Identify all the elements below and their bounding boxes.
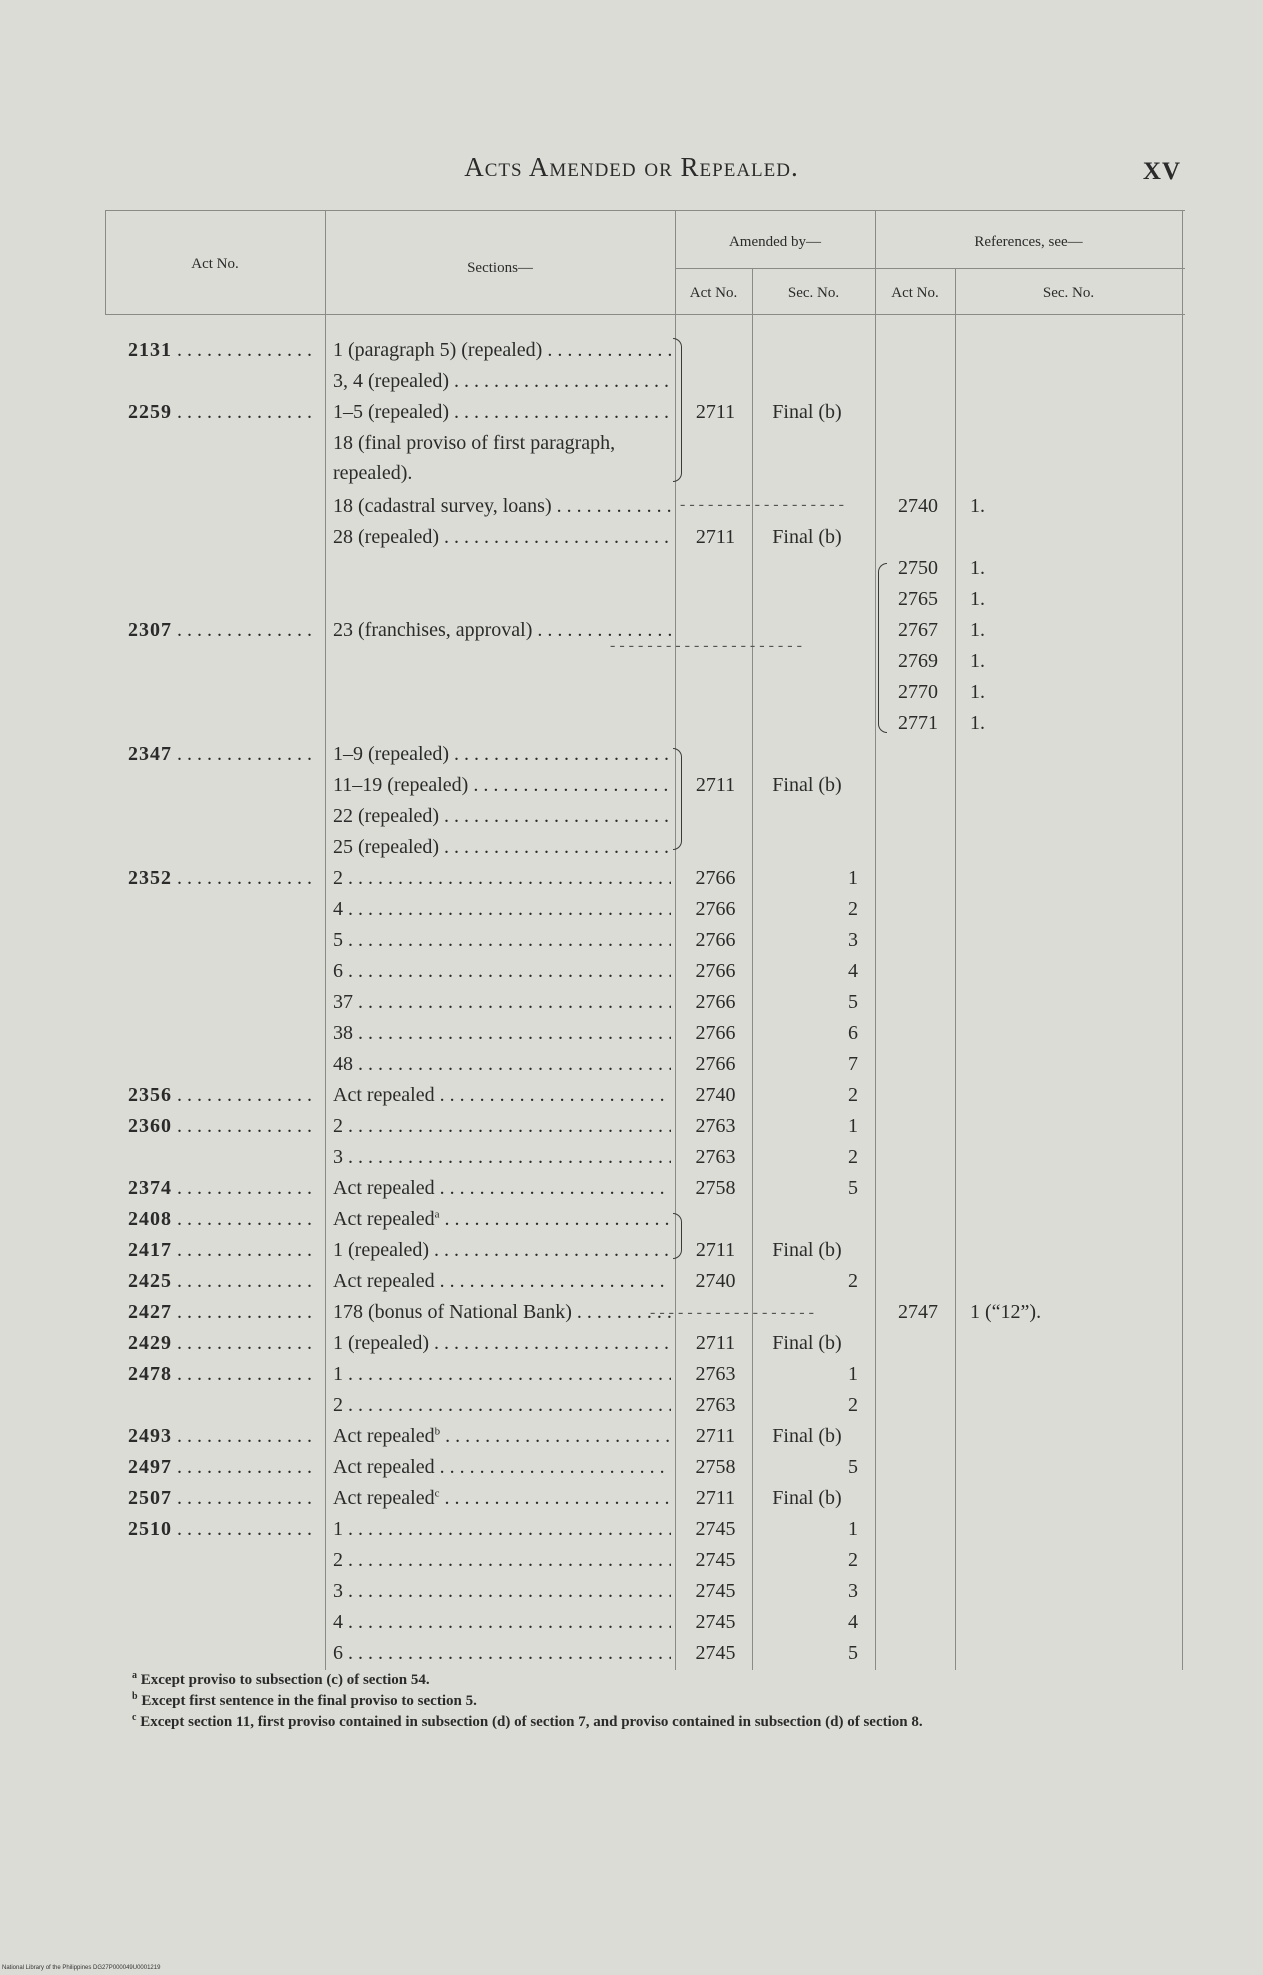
section-cell: Act repealed . . . [333, 1452, 671, 1483]
table-row [0, 1142, 1263, 1173]
ref-act-cell: 2750 [898, 557, 938, 579]
act-no-cell: 2493 . . . [128, 1421, 318, 1452]
table-row [0, 863, 1263, 894]
ref-act-cell: 2747 [898, 1301, 938, 1323]
act-no-cell: 2356 . . . [128, 1080, 318, 1111]
amended-act-cell: 2766 [695, 867, 736, 889]
section-cell: 1 . . . [333, 1514, 671, 1545]
ref-sec-cell: 1. [970, 619, 985, 641]
table-row [0, 1266, 1263, 1297]
section-cell: 6 . . . [333, 956, 671, 987]
table-row [0, 1049, 1263, 1080]
table-row [0, 739, 1263, 770]
amended-act-cell: 2763 [695, 1363, 736, 1385]
library-stamp: National Library of the Philippines DG27P000049U0001219 [2, 1965, 161, 1971]
ref-act-cell: 2769 [898, 650, 938, 672]
ref-sec-cell: 1. [970, 681, 985, 703]
brace [673, 1213, 682, 1259]
ref-act-cell: 2765 [898, 588, 938, 610]
amended-act-cell: 2711 [695, 1487, 736, 1509]
section-cell: 178 (bonus of National Bank) . . . [333, 1297, 671, 1328]
amended-sec-cell: 2 [848, 1270, 858, 1292]
amended-sec-cell: 2 [848, 898, 858, 920]
amended-act-cell: 2711 [695, 774, 736, 796]
table-row [0, 553, 1263, 584]
amended-sec-cell: 1 [848, 1363, 858, 1385]
ref-act-cell: 2770 [898, 681, 938, 703]
section-cell: 3 . . . [333, 1576, 671, 1607]
table-row [0, 1173, 1263, 1204]
amended-sec-cell: 3 [848, 929, 858, 951]
table-row [0, 677, 1263, 708]
act-no-cell: 2259 . . . [128, 397, 318, 428]
table-row [0, 1235, 1263, 1266]
amended-act-cell: 2758 [695, 1456, 736, 1478]
section-cell: 1 (repealed) . . . [333, 1328, 671, 1359]
header-ref-act-no: Act No. [891, 285, 939, 301]
amended-sec-cell: 5 [848, 991, 858, 1013]
section-cell: 37 . . . [333, 987, 671, 1018]
act-no-cell: 2307 . . . [128, 615, 318, 646]
amended-sec-cell: 6 [848, 1022, 858, 1044]
table-row [0, 1514, 1263, 1545]
act-no-cell: 2507 . . . [128, 1483, 318, 1514]
amended-act-cell: 2766 [695, 929, 736, 951]
amended-sec-cell: Final (b) [772, 401, 842, 423]
act-no-cell: 2510 . . . [128, 1514, 318, 1545]
amended-sec-cell: 2 [848, 1394, 858, 1416]
amended-act-cell: 2766 [695, 898, 736, 920]
amended-act-cell: 2711 [695, 1332, 736, 1354]
amended-sec-cell: 5 [848, 1642, 858, 1664]
table-row [0, 1421, 1263, 1452]
table-row [0, 335, 1263, 366]
ref-sec-cell: 1 (“12”). [970, 1301, 1042, 1323]
dash-leader: - - - - - - - - - - - - - - - - - - - - - [610, 637, 802, 654]
section-cell: 6 . . . [333, 1638, 671, 1669]
header-amended-sec-no: Sec. No. [787, 285, 840, 301]
section-cell: 2 . . . [333, 863, 671, 894]
section-cell: 3, 4 (repealed) . . . [333, 366, 671, 397]
amended-act-cell: 2745 [695, 1518, 736, 1540]
act-no-cell: 2427 . . . [128, 1297, 318, 1328]
header-amended-act-no: Act No. [689, 285, 738, 301]
act-no-cell: 2425 . . . [128, 1266, 318, 1297]
amended-sec-cell: 1 [848, 1115, 858, 1137]
amended-act-cell: 2711 [695, 526, 736, 548]
section-cell: Act repealed . . . [333, 1080, 671, 1111]
amended-sec-cell: 1 [848, 867, 858, 889]
table-row [0, 1638, 1263, 1669]
act-no-cell: 2497 . . . [128, 1452, 318, 1483]
table-row [0, 1359, 1263, 1390]
amended-act-cell: 2745 [695, 1549, 736, 1571]
brace [673, 338, 682, 482]
ref-act-cell: 2771 [898, 712, 938, 734]
table-row [0, 428, 1263, 484]
header-amended-by: Amended by— [728, 234, 822, 250]
table-row [0, 491, 1263, 522]
amended-act-cell: 2766 [695, 1053, 736, 1075]
section-cell: 2 . . . [333, 1545, 671, 1576]
table-row [0, 987, 1263, 1018]
table-row [0, 801, 1263, 832]
amended-act-cell: 2766 [695, 991, 736, 1013]
section-cell: Act repealed$^c$ . . . [333, 1483, 671, 1514]
ref-act-cell: 2767 [898, 619, 938, 641]
section-cell: 1 . . . [333, 1359, 671, 1390]
act-no-cell: 2429 . . . [128, 1328, 318, 1359]
ref-act-cell: 2740 [898, 495, 938, 517]
table-row [0, 1328, 1263, 1359]
table-row [0, 1576, 1263, 1607]
amended-act-cell: 2745 [695, 1642, 736, 1664]
amended-act-cell: 2711 [695, 1425, 736, 1447]
section-cell: 4 . . . [333, 1607, 671, 1638]
section-cell: 1 (paragraph 5) (repealed) . . . [333, 335, 671, 366]
dash-leader: - - - - - - - - - - - - - - - - - - [650, 1304, 814, 1321]
act-no-cell: 2417 . . . [128, 1235, 318, 1266]
ref-sec-cell: 1. [970, 588, 985, 610]
table-row [0, 1204, 1263, 1235]
table-row [0, 1483, 1263, 1514]
section-cell: 2 . . . [333, 1390, 671, 1421]
section-cell: 5 . . . [333, 925, 671, 956]
amended-sec-cell: Final (b) [772, 1332, 842, 1354]
amended-act-cell: 2711 [695, 1239, 736, 1261]
table-row [0, 1390, 1263, 1421]
section-cell: 38 . . . [333, 1018, 671, 1049]
table-row [0, 1080, 1263, 1111]
table-row [0, 584, 1263, 615]
footnote-b: $^b$ Except first sentence in the final proviso to section 5. [132, 1691, 477, 1709]
section-cell: 23 (franchises, approval) . . . [333, 615, 671, 646]
amended-act-cell: 2758 [695, 1177, 736, 1199]
amended-sec-cell: Final (b) [772, 774, 842, 796]
ref-sec-cell: 1. [970, 712, 985, 734]
act-no-cell: 2478 . . . [128, 1359, 318, 1390]
amended-sec-cell: 1 [848, 1518, 858, 1540]
section-cell: Act repealed . . . [333, 1173, 671, 1204]
act-no-cell: 2374 . . . [128, 1173, 318, 1204]
footnotes [100, 1670, 1185, 1733]
section-cell: 25 (repealed) . . . [333, 832, 671, 863]
act-no-cell: 2352 . . . [128, 863, 318, 894]
page-title: Acts Amended or Repealed. [464, 152, 799, 182]
act-no-cell: 2408 . . . [128, 1204, 318, 1235]
amended-act-cell: 2763 [695, 1146, 736, 1168]
amended-act-cell: 2745 [695, 1580, 736, 1602]
act-no-cell: 2131 . . . [128, 335, 318, 366]
amended-act-cell: 2763 [695, 1115, 736, 1137]
table-row [0, 770, 1263, 801]
brace [878, 563, 887, 733]
amended-sec-cell: 2 [848, 1549, 858, 1571]
dash-leader: - - - - - - - - - - - - - - - - - - [680, 496, 844, 513]
section-cell: 1 (repealed) . . . [333, 1235, 671, 1266]
amended-sec-cell: 2 [848, 1084, 858, 1106]
amended-sec-cell: Final (b) [772, 526, 842, 548]
section-cell: 18 (cadastral survey, loans) . . . [333, 491, 671, 522]
table-row [0, 708, 1263, 739]
table-row [0, 925, 1263, 956]
footnote-marker: a [434, 1208, 440, 1221]
act-no-cell: 2347 . . . [128, 739, 318, 770]
section-cell: 18 (final proviso of first paragraph, repealed). [333, 432, 616, 484]
amended-sec-cell: 5 [848, 1456, 858, 1478]
section-cell: 1–9 (repealed) . . . [333, 739, 671, 770]
table-row [0, 397, 1263, 428]
amended-act-cell: 2763 [695, 1394, 736, 1416]
table-row [0, 1111, 1263, 1142]
ref-sec-cell: 1. [970, 557, 985, 579]
ref-sec-cell: 1. [970, 495, 985, 517]
table-row [0, 1607, 1263, 1638]
table-row [0, 1297, 1263, 1328]
section-cell: Act repealed$^a$ . . . [333, 1204, 671, 1235]
amended-sec-cell: 4 [848, 1611, 858, 1633]
header-sections: Sections— [467, 260, 533, 276]
section-cell: 22 (repealed) . . . [333, 801, 671, 832]
section-cell: 3 . . . [333, 1142, 671, 1173]
amended-sec-cell: Final (b) [772, 1487, 842, 1509]
footnote-marker: b [434, 1425, 441, 1438]
amended-act-cell: 2766 [695, 1022, 736, 1044]
header-ref-sec-no: Sec. No. [1042, 285, 1095, 301]
amended-act-cell: 2740 [695, 1084, 736, 1106]
amended-sec-cell: Final (b) [772, 1425, 842, 1447]
table-row [0, 366, 1263, 397]
table-row [0, 522, 1263, 553]
table-row [0, 1018, 1263, 1049]
section-cell: Act repealed$^b$ . . . [333, 1421, 671, 1452]
footnote-a: $^a$ Except proviso to subsection (c) of section 54. [132, 1670, 430, 1688]
amended-act-cell: 2740 [695, 1270, 736, 1292]
amended-sec-cell: 5 [848, 1177, 858, 1199]
table-row [0, 1545, 1263, 1576]
section-cell: 11–19 (repealed) . . . [333, 770, 671, 801]
amended-sec-cell: 3 [848, 1580, 858, 1602]
table-row [0, 1452, 1263, 1483]
page-number: XV [1142, 158, 1181, 185]
section-cell: 48 . . . [333, 1049, 671, 1080]
amended-sec-cell: 2 [848, 1146, 858, 1168]
footnote-marker: c [434, 1487, 440, 1500]
section-cell: 1–5 (repealed) . . . [333, 397, 671, 428]
amended-sec-cell: 4 [848, 960, 858, 982]
section-cell: 4 . . . [333, 894, 671, 925]
brace [673, 748, 682, 850]
header-act-no: Act No. [191, 256, 239, 272]
header-references: References, see— [974, 234, 1083, 250]
section-cell: Act repealed . . . [333, 1266, 671, 1297]
table-row [0, 956, 1263, 987]
amended-sec-cell: Final (b) [772, 1239, 842, 1261]
amended-act-cell: 2711 [695, 401, 736, 423]
section-cell: 28 (repealed) . . . [333, 522, 671, 553]
amended-act-cell: 2745 [695, 1611, 736, 1633]
table-row [0, 894, 1263, 925]
amended-sec-cell: 7 [848, 1053, 858, 1075]
act-no-cell: 2360 . . . [128, 1111, 318, 1142]
section-cell: 2 . . . [333, 1111, 671, 1142]
table-row [0, 832, 1263, 863]
amended-act-cell: 2766 [695, 960, 736, 982]
footnote-c: $^c$ Except section 11, first proviso contained in subsection (d) of section 7, and proviso contained in subsection (d) of section 8. [132, 1712, 923, 1730]
ref-sec-cell: 1. [970, 650, 985, 672]
